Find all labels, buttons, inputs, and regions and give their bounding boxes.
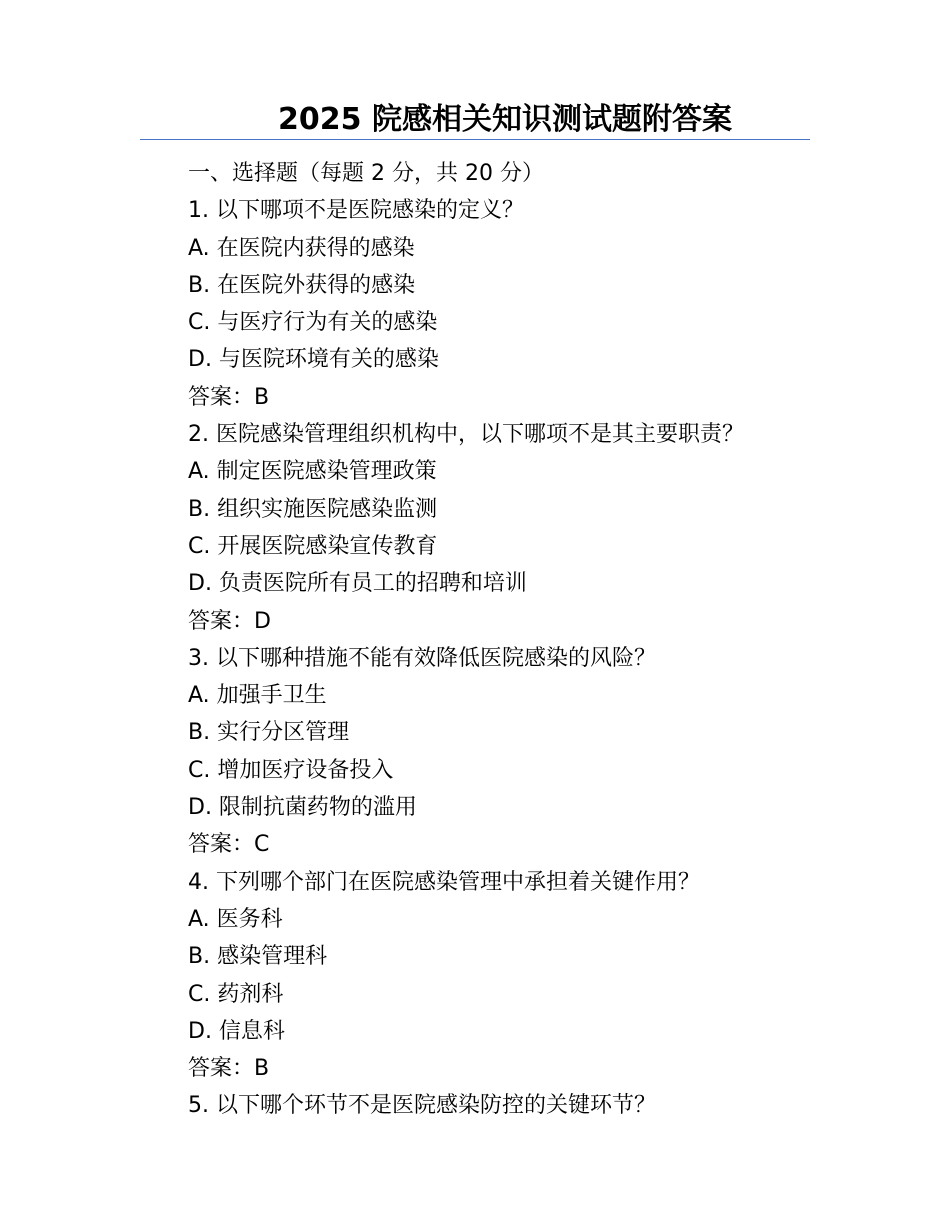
question-3-answer: 答案：C: [188, 832, 270, 858]
question-4-option-d: D. 信息科: [188, 1018, 285, 1044]
title-underline: [140, 139, 810, 140]
question-1-option-d: D. 与医院环境有关的感染: [188, 347, 439, 373]
question-4: 4. 下列哪个部门在医院感染管理中承担着关键作用？: [188, 869, 700, 895]
question-1-option-c: C. 与医疗行为有关的感染: [188, 310, 438, 336]
question-3: 3. 以下哪种措施不能有效降低医院感染的风险？: [188, 645, 656, 671]
question-3-option-b: B. 实行分区管理: [188, 720, 350, 746]
question-1-option-a: A. 在医院内获得的感染: [188, 235, 415, 261]
question-4-option-b: B. 感染管理科: [188, 944, 328, 970]
document-body: [188, 155, 828, 1125]
question-2-option-d: D. 负责医院所有员工的招聘和培训: [188, 571, 527, 597]
question-1: 1. 以下哪项不是医院感染的定义？: [188, 198, 524, 224]
question-3-option-a: A. 加强手卫生: [188, 683, 327, 709]
question-4-answer: 答案：B: [188, 1056, 270, 1082]
question-2-answer: 答案：D: [188, 608, 271, 634]
section-heading: 一、选择题（每题 2 分，共 20 分）: [188, 161, 544, 186]
document-title: 2025 院感相关知识测试题附答案: [278, 102, 732, 137]
question-3-option-c: C. 增加医疗设备投入: [188, 757, 394, 783]
question-2-option-b: B. 组织实施医院感染监测: [188, 496, 438, 522]
question-4-option-c: C. 药剂科: [188, 981, 284, 1007]
question-2-option-c: C. 开展医院感染宣传教育: [188, 533, 438, 559]
question-3-option-d: D. 限制抗菌药物的滥用: [188, 795, 417, 821]
question-1-option-b: B. 在医院外获得的感染: [188, 272, 416, 298]
question-2: 2. 医院感染管理组织机构中，以下哪项不是其主要职责？: [188, 422, 744, 448]
question-5: 5. 以下哪个环节不是医院感染防控的关键环节？: [188, 1093, 656, 1119]
question-1-answer: 答案：B: [188, 384, 270, 410]
question-2-option-a: A. 制定医院感染管理政策: [188, 459, 437, 485]
question-4-option-a: A. 医务科: [188, 906, 283, 932]
